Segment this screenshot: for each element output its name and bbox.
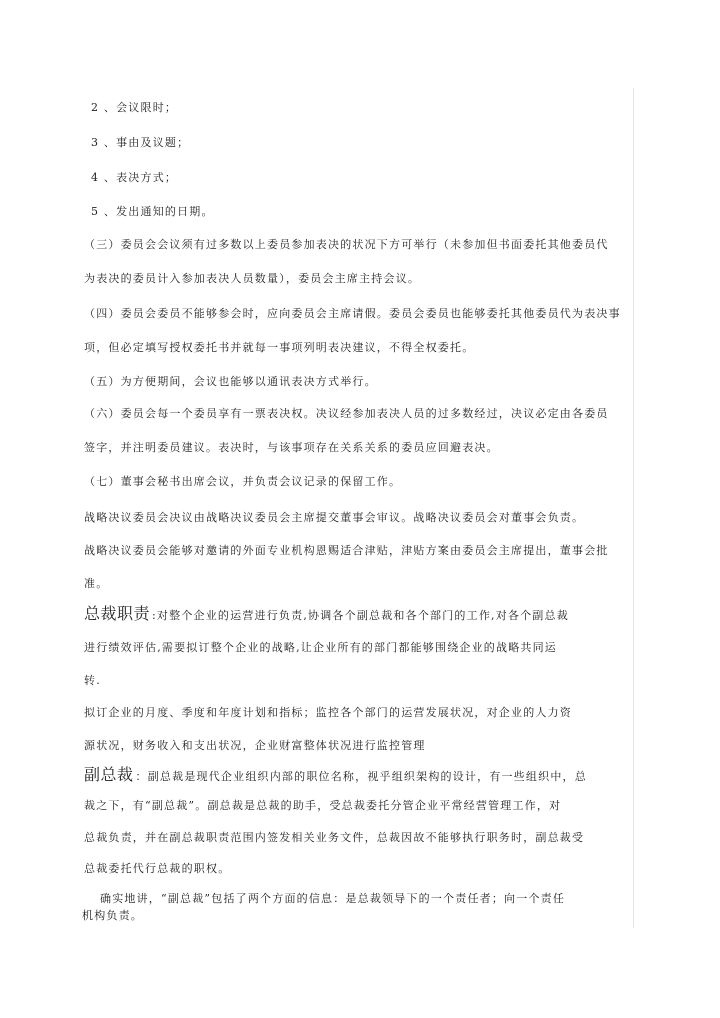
paragraph-6-line-1: （六）委员会每一个委员享有一票表决权。决议经参加表决人员的过多数经过，决议必定由各委员	[84, 407, 609, 420]
list-item-4: 4 、表决方式；	[91, 171, 178, 184]
vice-president-heading: 副总裁	[84, 765, 134, 784]
president-duties-line-5: 源状况，财务收入和支出状况，企业财富整体状况进行监控管理	[84, 739, 426, 752]
list-item-5: 5 、发出通知的日期。	[91, 205, 214, 218]
paragraph-3-line-2: 为表决的委员计入参加表决人员数量），委员会主席主持会议。	[84, 272, 421, 285]
president-duties-line-1	[84, 606, 569, 624]
list-item-2: 2 、会议限时；	[91, 101, 178, 114]
margin-rule	[633, 88, 634, 928]
vice-president-line-6: 机构负责。	[82, 909, 143, 922]
paragraph-6-line-2: 签字，并注明委员建议。表决时，与该事项存在关系关系的委员应回避表决。	[84, 441, 499, 454]
president-duties-line-4: 拟订企业的月度、季度和年度计划和指标；监控各个部门的运营发展状况，对企业的人力资	[84, 706, 572, 719]
vice-president-line-1	[84, 767, 587, 785]
paragraph-9-line-2: 准。	[84, 577, 109, 590]
paragraph-8: 战略决议委员会决议由战略决议委员会主席提交董事会审议。战略决议委员会对董事会负责。	[84, 511, 585, 524]
paragraph-5: （五）为方便期间，会议也能够以通讯表决方式举行。	[84, 375, 377, 388]
paragraph-7: （七）董事会秘书出席会议，并负责会议记录的保留工作。	[84, 475, 402, 488]
vice-president-text: ：副总裁是现代企业组织内部的职位名称，视乎组织架构的设计，有一些组织中，总	[135, 770, 587, 783]
president-duties-text: :对整个企业的运营进行负责,协调各个副总裁和各个部门的工作,对各个副总裁	[152, 609, 569, 622]
president-duties-line-2: 进行绩效评估,需要拟订整个企业的战略,让企业所有的部门都能够围绕企业的战略共同运	[84, 641, 557, 654]
paragraph-4-line-2: 项，但必定填写授权委托书并就每一事项列明表决建议，不得全权委托。	[84, 341, 475, 354]
vice-president-line-2: 裁之下，有“副总裁”。副总裁是总裁的助手，受总裁委托分管企业平常经营管理工作，对	[84, 799, 562, 812]
list-item-3: 3 、事由及议题；	[91, 136, 190, 149]
vice-president-line-4: 总裁委托代行总裁的职权。	[84, 862, 231, 875]
vice-president-line-5: 确实地讲，“副总裁”包括了两个方面的信息：是总裁领导下的一个责任者；向一个责任	[100, 892, 566, 905]
vice-president-line-3: 总裁负责，并在副总裁职责范围内签发相关业务文件，总裁因故不能够执行职务时，副总裁受	[84, 831, 585, 844]
president-duties-heading: 总裁职责	[84, 604, 151, 623]
paragraph-3-line-1: （三）委员会会议须有过多数以上委员参加表决的状况下方可举行（未参加但书面委托其他委员代	[84, 238, 609, 251]
paragraph-4-line-1: （四）委员会委员不能够参会时，应向委员会主席请假。委员会委员也能够委托其他委员代为表决事	[84, 307, 621, 320]
president-duties-line-3: 转.	[84, 674, 101, 687]
paragraph-9-line-1: 战略决议委员会能够对邀请的外面专业机构恩赐适合津贴，津贴方案由委员会主席提出，董事会批	[84, 544, 609, 557]
